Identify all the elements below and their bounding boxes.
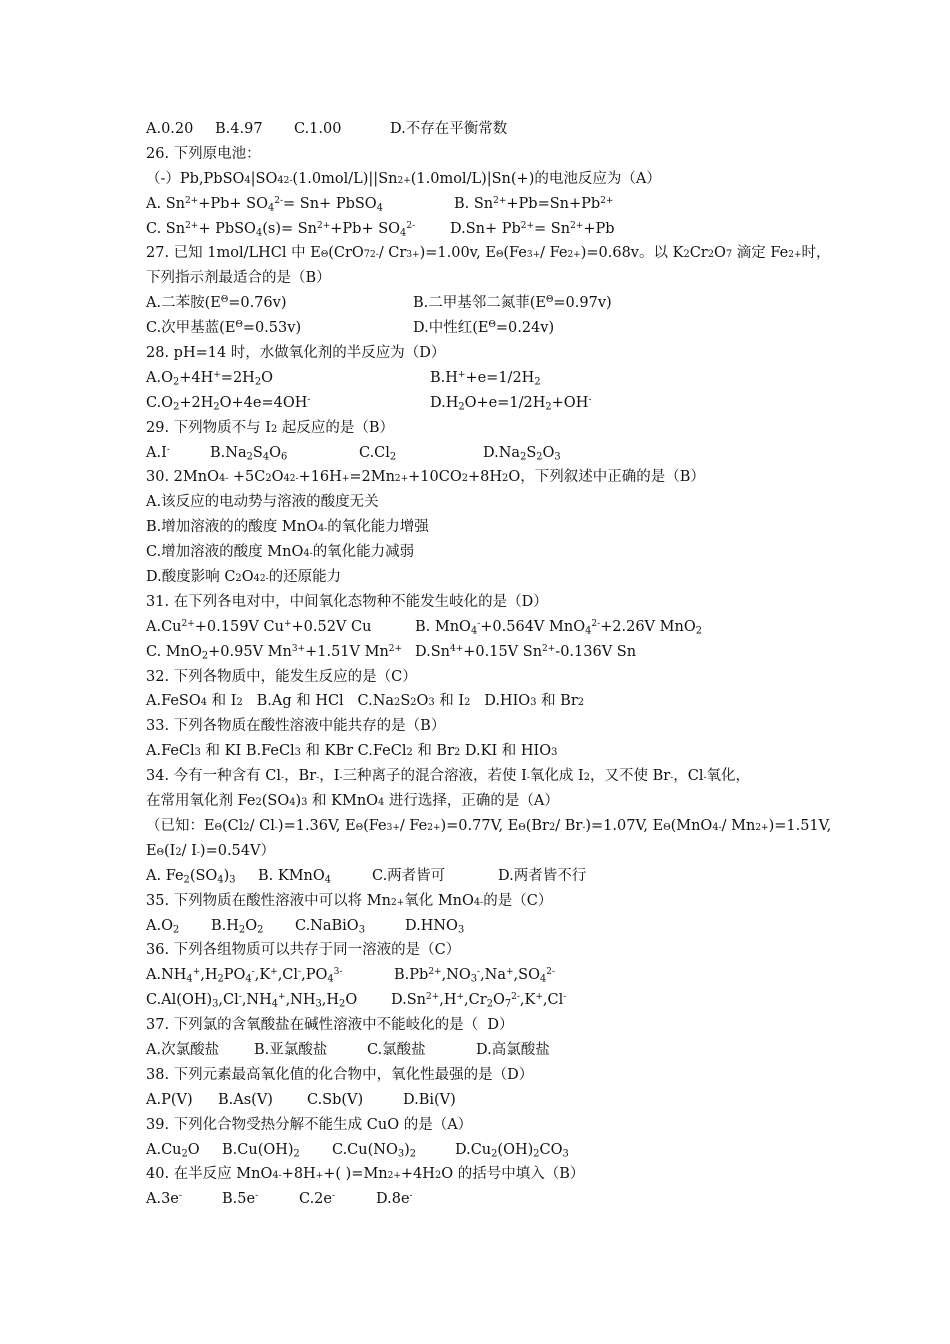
answer-option: C.两者皆可 xyxy=(372,867,446,884)
answer-option: A. $Fe_2(SO_4)_3$ xyxy=(146,867,236,886)
answer-option: $B.H_2O_2$ xyxy=(211,917,264,935)
answer-option: C.氯酸盐 xyxy=(367,1041,426,1058)
text-line xyxy=(146,192,826,217)
text-line xyxy=(146,117,826,142)
answer-option: $D.Na_2S_2O_3$ xyxy=(483,444,561,463)
answer-option: $D.Sn+ Pb^{2+}= Sn^{2+}+Pb$ xyxy=(450,220,615,237)
answer-option: A.次氯酸盐 xyxy=(146,1041,220,1058)
answer-option: $D.Sn^{4+}+0.15V$ $Sn^{2+}-0.136V$ Sn xyxy=(415,643,637,660)
text-line xyxy=(146,316,826,341)
answer-option: C.NaBiO$_3$ xyxy=(295,917,365,935)
answer-option: B.亚氯酸盐 xyxy=(254,1041,328,1058)
answer-option: B. KMnO$_4$ xyxy=(258,867,332,886)
text-line: 32. 下列各物质中，能发生反应的是（C） xyxy=(146,668,417,685)
text-line: A.FeCl 3 和 KI B.FeCl 3 和 KBr C.FeCl 2 和 Br 2 D.KI 和 HIO 3 xyxy=(146,743,558,760)
answer-option: $D.HNO_3$ xyxy=(405,917,465,935)
text-line xyxy=(146,291,826,316)
text-line xyxy=(146,914,826,939)
answer-option: $C.Cu(NO_3)_2$ xyxy=(332,1141,417,1159)
answer-option: D.不存在平衡常数 xyxy=(390,121,508,137)
answer-option: C.2e- xyxy=(299,1191,336,1208)
text-line xyxy=(146,441,826,466)
text-line: 30. 2MnO 4 - +5C 2 O 4 2- +16H + =2Mn 2+ +10CO 2 +8H 2 O，下列叙述中正确的是（B） xyxy=(146,469,705,486)
text-line: E Θ (I 2 / I - )=0.54V） xyxy=(146,842,275,859)
text-line: 下列指示剂最适合的是（B） xyxy=(146,270,331,287)
text-line: 40. 在半反应 MnO 4 - +8H + +( )=Mn 2+ +4H 2 O 的括号中填入（B） xyxy=(146,1166,585,1183)
answer-option: $D.Sn^{2+},H^+,Cr_2O_7^{2-},K^+,Cl^-$ xyxy=(391,992,567,1010)
text-line: 在常用氧化剂 Fe 2 (SO 4 ) 3 和 KMnO 4 进行选择，正确的是（A） xyxy=(146,793,559,810)
text-line: A.FeSO 4 和 I 2 B.Ag 和 HCl C.Na 2 S 2 O 3 和 I 2 D.HIO 3 和 Br 2 xyxy=(146,693,585,710)
text-line xyxy=(146,615,826,640)
text-line: 35. 下列物质在酸性溶液中可以将 Mn 2+ 氧化 MnO 4 - 的是（C） xyxy=(146,892,553,909)
text-line: A.该反应的电动势与溶液的酸度无关 xyxy=(146,494,379,511)
text-line: 26. 下列原电池： xyxy=(146,145,261,162)
text-line: （已知：E Θ (Cl 2 / Cl - )=1.36V, E Θ (Fe 3+ / Fe 2+ )=0.77V, E Θ (Br 2 / Br - )=1.07V, E Θ (MnO 4 - / Mn 2+ )=1.51V, xyxy=(146,817,832,834)
answer-option: D.中性红$(E^\Theta=0.24v)$ xyxy=(413,320,555,337)
answer-option: C. $Sn^{2+}+$ PbSO$_4$(s)= $Sn^{2+}+Pb+ SO_4^{2-}$ xyxy=(146,220,416,239)
text-line: B.增加溶液的的酸度 MnO 4 - 的氧化能力增强 xyxy=(146,519,429,536)
text-line xyxy=(146,1038,826,1063)
answer-option: $D.H_2O+e=1/2H_2+OH^-$ xyxy=(430,394,592,413)
answer-option: D.Bi(V) xyxy=(403,1091,456,1108)
text-line: 37. 下列氯的含氧酸盐在碱性溶液中不能岐化的是（ D） xyxy=(146,1017,514,1034)
text-line: （-）Pb,PbSO 4 |SO 4 2- (1.0mol/L)||Sn 2+ (1.0mol/L)|Sn(+)的电池反应为（A） xyxy=(146,170,661,187)
answer-option: $D.Cu_2(OH)_2CO_3$ xyxy=(455,1141,569,1159)
answer-option: $C.Cl_2$ xyxy=(359,444,397,463)
answer-option: C.Sb(V) xyxy=(307,1091,364,1108)
answer-option: B.4.97 xyxy=(215,121,263,137)
answer-option: A.0.20 xyxy=(146,121,194,137)
text-line xyxy=(146,864,826,889)
answer-option: D.高氯酸盐 xyxy=(476,1041,550,1058)
answer-option: $A.O_2$ xyxy=(146,917,180,935)
text-line xyxy=(146,640,826,665)
text-line xyxy=(146,366,826,391)
answer-option: A.P(V) xyxy=(146,1091,193,1108)
answer-option: B. MnO$_4$-+0.564V MnO$_4^{2-}$+2.26V MnO$_2$ xyxy=(415,618,702,637)
answer-option: $C.O_2+2H_2O+4e=4OH^-$ xyxy=(146,394,311,413)
text-line: 39. 下列化合物受热分解不能生成 CuO 的是（A） xyxy=(146,1116,473,1133)
answer-option: D.两者皆不行 xyxy=(498,867,587,884)
text-line: 28. pH=14 时，水做氧化剂的半反应为（D） xyxy=(146,345,446,362)
text-line xyxy=(146,988,826,1013)
answer-option: A.I- xyxy=(146,444,170,461)
question-text xyxy=(146,117,832,1212)
answer-option: C. MnO$_2$+0.95V $Mn^{3+}+1.51V$ $Mn^{2+}$ xyxy=(146,643,403,662)
text-line xyxy=(146,963,826,988)
text-line: C.增加溶液的酸度 MnO 4 - 的氧化能力减弱 xyxy=(146,544,415,561)
text-line xyxy=(146,1187,826,1212)
answer-option: $B.Na_2S_4O_6$ xyxy=(210,444,288,463)
answer-option: $B.Cu(OH)_2$ xyxy=(222,1141,300,1159)
text-line: 29. 下列物质不与 I 2 起反应的是（B） xyxy=(146,419,395,436)
text-line xyxy=(146,217,826,242)
answer-option: $A.NH_4^+,H_2PO_4^-,K^+,Cl^-,PO_4^{3-}$ xyxy=(146,967,343,985)
answer-option: B.二甲基邻二氮菲$(E^\Theta=0.97v)$ xyxy=(413,295,612,312)
text-line xyxy=(146,1088,826,1113)
text-line: 33. 下列各物质在酸性溶液中能共存的是（B） xyxy=(146,718,446,735)
answer-option: C.次甲基蓝$(E^\Theta=0.53v)$ xyxy=(146,320,302,337)
answer-option: B. $Sn^{2+}+Pb=Sn+Pb^{2+}$ xyxy=(454,195,614,212)
answer-option: $A.O_2+4H^+=2H_2O$ xyxy=(146,369,273,388)
text-line xyxy=(146,391,826,416)
answer-option: $A.Cu_2O$ xyxy=(146,1141,200,1159)
answer-option: A.二苯胺$(E^\Theta=0.76v)$ xyxy=(146,295,287,312)
answer-option: C.1.00 xyxy=(294,121,342,137)
answer-option: B.As(V) xyxy=(218,1091,273,1108)
answer-option: $B.Pb^{2+},NO_3^-,Na^+,SO_4^{2-}$ xyxy=(394,967,556,985)
text-line: 36. 下列各组物质可以共存于同一溶液的是（C） xyxy=(146,942,461,959)
answer-option: B.5e- xyxy=(222,1191,259,1208)
answer-option: $B.H^++e=1/2H_2$ xyxy=(430,369,541,388)
text-line: 38. 下列元素最高氧化值的化合物中，氧化性最强的是（D） xyxy=(146,1066,534,1083)
answer-option: D.8e- xyxy=(376,1191,413,1208)
text-line: 31. 在下列各电对中，中间氧化态物种不能发生岐化的是（D） xyxy=(146,593,548,610)
answer-option: A.3e- xyxy=(146,1191,182,1208)
answer-option: $A.Cu^{2+}+0.159V$ Cu++0.52V Cu xyxy=(146,618,372,635)
answer-option: $C.Al(OH)_3,Cl^-,NH_4^+,NH_3,H_2O$ xyxy=(146,992,358,1010)
text-line xyxy=(146,1138,826,1163)
text-line: 27. 已知 1mol/LHCl 中 E Θ (CrO 7 2- / Cr 3+ )=1.00v, E Θ (Fe 3+ / Fe 2+ )=0.68v。以 K 2 Cr 2 O 7 滴定 Fe 2+ 时， xyxy=(146,245,831,262)
text-line: D.酸度影响 C 2 O 4 2- 的还原能力 xyxy=(146,569,342,586)
answer-option: A. $Sn^{2+}+Pb+ SO_4^{2-}= Sn+$ PbSO$_4$ xyxy=(146,195,383,214)
text-line: 34. 今有一种含有 Cl - ，Br - ，I - 三种离子的混合溶液，若使 I - 氧化成 I 2 ，又不使 Br - ，Cl - 氧化， xyxy=(146,768,751,785)
